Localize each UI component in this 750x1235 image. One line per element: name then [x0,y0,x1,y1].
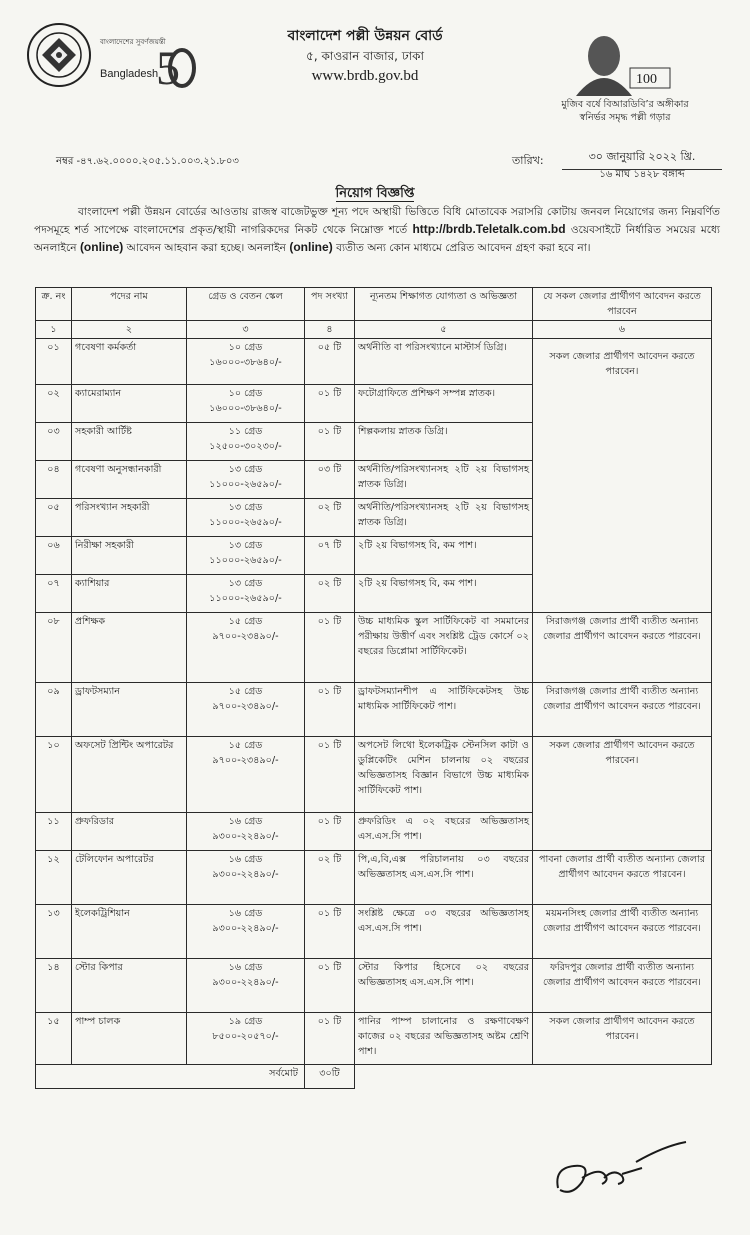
col-header-post: পদের নাম [72,288,187,321]
scale-text: ১১০০০-২৬৫৯০/- [209,517,282,528]
cell-grade [187,851,305,905]
scale-text: ৯৭০০-২৩৪৯০/- [212,755,279,766]
cell-qualification: ফটোগ্রাফিতে প্রশিক্ষণ সম্পন্ন স্নাতক। [355,385,533,423]
cell-grade [187,905,305,959]
cell-qualification: পানির পাম্প চালানোর ও রক্ষণাবেক্ষণ কাজের ০২ বছরের অভিজ্ঞতাসহ অষ্টম শ্রেণি পাশ। [355,1013,533,1065]
scale-text: ৯৩০০-২২৪৯০/- [212,977,279,988]
cell-grade [187,959,305,1013]
cell-sl: ০১ [36,339,72,385]
grade-text: ১৩ গ্রেড [228,578,263,589]
notice-title [0,184,750,205]
col-num: ৩ [187,321,305,339]
cell-count: ০১ টি [305,813,355,851]
cell-grade [187,339,305,385]
cell-sl: ১৪ [36,959,72,1013]
intro-part-4: ব্যতীত অন্য কোন মাধ্যমে প্রেরিত আবেদন গ্রহণ করা হবে না। [336,241,591,254]
col-num: ৪ [305,321,355,339]
total-value: ৩০টি [305,1065,355,1089]
total-row [36,1065,712,1089]
scale-text: ১২৫০০-৩০২৩০/- [209,441,282,452]
organization-header [230,26,500,86]
table-row [36,613,712,683]
scale-text: ১১০০০-২৬৫৯০/- [209,593,282,604]
cell-count: ০১ টি [305,683,355,737]
grade-text: ১৬ গ্রেড [228,908,263,919]
grade-text: ১০ গ্রেড [228,388,263,399]
col-num: ৬ [533,321,712,339]
cell-qualification: পি,এ,বি,এক্স পরিচালনায় ০৩ বছরের অভিজ্ঞতাসহ এস.এস.সি পাশ। [355,851,533,905]
cell-grade [187,423,305,461]
svg-text:5: 5 [156,42,180,94]
cell-grade [187,461,305,499]
cell-sl: ১৩ [36,905,72,959]
cell-count: ০২ টি [305,575,355,613]
col-header-count: পদ সংখ্যা [305,288,355,321]
cell-grade [187,613,305,683]
table-row [36,1013,712,1065]
golden-jubilee-logo [98,28,198,98]
cell-count: ০১ টি [305,423,355,461]
grade-text: ১৩ গ্রেড [228,464,263,475]
cell-sl: ১৫ [36,1013,72,1065]
scale-text: ১১০০০-২৬৫৯০/- [209,479,282,490]
memo-number: নম্বর -৪৭.৬২.০০০০.২০৫.১১.০০৩.২১.৮০৩ [56,156,239,167]
cell-qualification: শিল্পকলায় স্নাতক ডিগ্রি। [355,423,533,461]
grade-text: ১৩ গ্রেড [228,502,263,513]
cell-post: গবেষণা অনুসন্ধানকারী [72,461,187,499]
table-row [36,905,712,959]
grade-text: ১৩ গ্রেড [228,540,263,551]
svg-text:100: 100 [636,72,657,87]
cell-grade [187,813,305,851]
cell-count: ০১ টি [305,905,355,959]
cell-eligibility: সিরাজগঞ্জ জেলার প্রার্থী ব্যতীত অন্যান্য জেলার প্রার্থীগণ আবেদন করতে পারবেন। [533,683,712,737]
grade-text: ১০ গ্রেড [228,342,263,353]
cell-count: ০২ টি [305,851,355,905]
cell-grade [187,683,305,737]
org-name: বাংলাদেশ পল্লী উন্নয়ন বোর্ড [287,28,443,44]
cell-count: ০২ টি [305,499,355,537]
notice-intro [34,204,720,256]
cell-eligibility: সকল জেলার প্রার্থীগণ আবেদন করতে পারবেন। [533,1013,712,1065]
org-address: ৫, কাওরান বাজার, ঢাকা [306,49,424,63]
scale-text: ১৬০০০-৩৮৬৪০/- [209,403,282,414]
column-number-row [36,321,712,339]
cell-eligibility: সকল জেলার প্রার্থীগণ আবেদন করতে পারবেন। [533,737,712,851]
cell-qualification: ২টি ২য় বিভাগসহ বি, কম পাশ। [355,537,533,575]
table-row [36,959,712,1013]
scale-text: ৮৫০০-২০৫৭০/- [212,1031,279,1042]
scale-text: ৯৩০০-২২৪৯০/- [212,831,279,842]
cell-qualification: অর্থনীতি/পরিসংখ্যানসহ ২টি ২য় বিভাগসহ স্নাতক ডিগ্রি। [355,461,533,499]
cell-qualification: স্টোর কিপার হিসেবে ০২ বছরের অভিজ্ঞতাসহ এস.এস.সি পাশ। [355,959,533,1013]
cell-sl: ১০ [36,737,72,813]
col-header-qualification: ন্যূনতম শিক্ষাগত যোগ্যতা ও অভিজ্ঞতা [355,288,533,321]
cell-eligibility: সকল জেলার প্রার্থীগণ আবেদন করতে পারবেন। [533,339,712,613]
grade-text: ১১ গ্রেড [228,426,263,437]
cell-count: ০৩ টি [305,461,355,499]
org-website: www.brdb.gov.bd [311,68,419,84]
cell-post: গবেষণা কর্মকর্তা [72,339,187,385]
table-row [36,683,712,737]
cell-post: নিরীক্ষা সহকারী [72,537,187,575]
cell-sl: ০৬ [36,537,72,575]
cell-grade [187,499,305,537]
cell-post: ড্রাফটসম্যান [72,683,187,737]
intro-part-3: আবেদন আহবান করা হচ্ছে। অনলাইন [126,241,286,254]
cell-post: সহকারী আর্টিষ্ট [72,423,187,461]
cell-eligibility: ফরিদপুর জেলার প্রার্থী ব্যতীত অন্যান্য জেলার প্রার্থীগণ আবেদন করতে পারবেন। [533,959,712,1013]
notice-title-text: নিয়োগ বিজ্ঞপ্তি [335,186,415,201]
jubilee-bangladesh-text: Bangladesh [100,68,159,80]
cell-count: ০৭ টি [305,537,355,575]
date-label: তারিখ: [512,154,544,167]
scale-text: ৯৩০০-২২৪৯০/- [212,869,279,880]
scale-text: ৯৭০০-২৩৪৯০/- [212,701,279,712]
grade-text: ১৬ গ্রেড [228,962,263,973]
cell-sl: ০৭ [36,575,72,613]
cell-post: ক্যাশিয়ার [72,575,187,613]
table-row [36,339,712,385]
cell-sl: ০৯ [36,683,72,737]
slogan [520,98,730,124]
cell-grade [187,737,305,813]
cell-eligibility: ময়মনসিংহ জেলার প্রার্থী ব্যতীত অন্যান্য জেলার প্রার্থীগণ আবেদন করতে পারবেন। [533,905,712,959]
cell-count: ০১ টি [305,959,355,1013]
scale-text: ১৬০০০-৩৮৬৪০/- [209,357,282,368]
total-label: সর্বমোট [36,1065,305,1089]
grade-text: ১৫ গ্রেড [228,686,263,697]
cell-qualification: অপসেট লিথো ইলেকট্রিক স্টেনসিল কাটা ও ডুপ্লিকেটিং মেশিন চালনায় ০২ বছরের অভিজ্ঞতাসহ বিজ্ঞান বিভাগে উচ্চ মাধ্যমিক সার্টিফিকেট পাশ। [355,737,533,813]
intro-part-1: বাংলাদেশ পল্লী উন্নয়ন বোর্ডের আওতায় রাজস্ব বাজেটভুক্ত শূন্য পদে অস্থায়ী ভিত্তিতে বিধি মোতাবেক সরাসরি কোটায় জনবল নিয়োগের জন্য নিম্নবর্ণিত পদসমূহে শর্ত সাপেক্ষে বাংলাদেশের প্রকৃত/স্থায়ী নাগরিকদের নিকট থেকে নিম্নোক্ত শর্তে [34,206,720,236]
online-word-1: (online) [79,239,124,254]
cell-qualification: উচ্চ মাধ্যমিক স্কুল সার্টিফিকেট বা সমমানের পরীক্ষায় উত্তীর্ণ এবং সংশ্লিষ্ট ট্রেড কোর্সে ০২ বছরের ডিপ্লোমা সার্টিফিকেট। [355,613,533,683]
cell-grade [187,385,305,423]
date-gregorian: ৩০ জানুয়ারি ২০২২ খ্রি. [562,148,722,170]
cell-qualification: ড্রাফটসম্যানশীপ এ সার্টিফিকেটসহ উচ্চ মাধ্যমিক সার্টিফিকেট পাশ। [355,683,533,737]
cell-post: প্রশিক্ষক [72,613,187,683]
col-header-sl: ক্র. নং [36,288,72,321]
col-num: ৫ [355,321,533,339]
cell-qualification: অর্থনীতি/পরিসংখ্যানসহ ২টি ২য় বিভাগসহ স্নাতক ডিগ্রি। [355,499,533,537]
cell-grade [187,575,305,613]
cell-post: ক্যামেরাম্যান [72,385,187,423]
slogan-line-1: মুজিব বর্ষে বিআরডিবি’র অঙ্গীকার [561,99,689,110]
cell-count: ০১ টি [305,385,355,423]
signature [552,1138,692,1202]
cell-sl: ০৫ [36,499,72,537]
cell-post: পাম্প চালক [72,1013,187,1065]
brdb-logo [26,22,92,88]
intro-part-2: ওয়েবসাইটে নির্ধারিত সময়ের মধ্যে অনলাইনে [34,223,720,254]
grade-text: ১৫ গ্রেড [228,740,263,751]
table-row [36,737,712,813]
cell-sl: ১২ [36,851,72,905]
cell-post: অফসেট প্রিন্টিং অপারেটর [72,737,187,813]
cell-sl: ০৩ [36,423,72,461]
cell-post: ইলেকট্রিশিয়ান [72,905,187,959]
cell-sl: ০২ [36,385,72,423]
cell-sl: ০৮ [36,613,72,683]
cell-eligibility: পাবনা জেলার প্রার্থী ব্যতীত অন্যান্য জেলার প্রার্থীগণ আবেদন করতে পারবেন। [533,851,712,905]
table-header-row [36,288,712,321]
col-num: ১ [36,321,72,339]
cell-eligibility: সিরাজগঞ্জ জেলার প্রার্থী ব্যতীত অন্যান্য জেলার প্রার্থীগণ আবেদন করতে পারবেন। [533,613,712,683]
slogan-line-2: স্বনির্ভর সমৃদ্ধ পল্লী গড়ার [579,112,671,123]
cell-sl: ১১ [36,813,72,851]
jubilee-small-text: বাংলাদেশের সুবর্ণজয়ন্তী [100,38,166,46]
cell-count: ০১ টি [305,1013,355,1065]
scale-text: ৯৭০০-২৩৪৯০/- [212,631,279,642]
application-link[interactable]: http://brdb.Teletalk.com.bd [412,221,566,236]
cell-count: ০১ টি [305,613,355,683]
col-num: ২ [72,321,187,339]
cell-count: ০১ টি [305,737,355,813]
scale-text: ১১০০০-২৬৫৯০/- [209,555,282,566]
cell-post: পরিসংখ্যান সহকারী [72,499,187,537]
mujib-year-portrait [566,30,684,96]
table-row [36,851,712,905]
col-header-eligibility: যে সকল জেলার প্রার্থীগণ আবেদন করতে পারবেন [533,288,712,321]
total-empty [355,1065,712,1089]
scale-text: ৯৩০০-২২৪৯০/- [212,923,279,934]
cell-grade [187,537,305,575]
grade-text: ১৯ গ্রেড [228,1016,263,1027]
cell-post: টেলিফোন অপারেটর [72,851,187,905]
cell-qualification: অর্থনীতি বা পরিসংখ্যানে মাস্টার্স ডিগ্রি। [355,339,533,385]
cell-post: স্টোর কিপার [72,959,187,1013]
date-bangla: ১৬ মাঘ ১৪২৮ বঙ্গাব্দ [599,169,685,180]
grade-text: ১৬ গ্রেড [228,854,263,865]
cell-post: প্রুফরিডার [72,813,187,851]
online-word-2: (online) [289,239,333,254]
cell-qualification: প্রুফরিডিং এ ০২ বছরের অভিজ্ঞতাসহ এস.এস.সি পাশ। [355,813,533,851]
grade-text: ১৫ গ্রেড [228,616,263,627]
cell-qualification: ২টি ২য় বিভাগসহ বি, কম পাশ। [355,575,533,613]
cell-sl: ০৪ [36,461,72,499]
vacancy-table [35,287,712,1089]
cell-count: ০৫ টি [305,339,355,385]
grade-text: ১৬ গ্রেড [228,816,263,827]
col-header-grade: গ্রেড ও বেতন স্কেল [187,288,305,321]
cell-grade [187,1013,305,1065]
cell-qualification: সংশ্লিষ্ট ক্ষেত্রে ০৩ বছরের অভিজ্ঞতাসহ এস.এস.সি পাশ। [355,905,533,959]
